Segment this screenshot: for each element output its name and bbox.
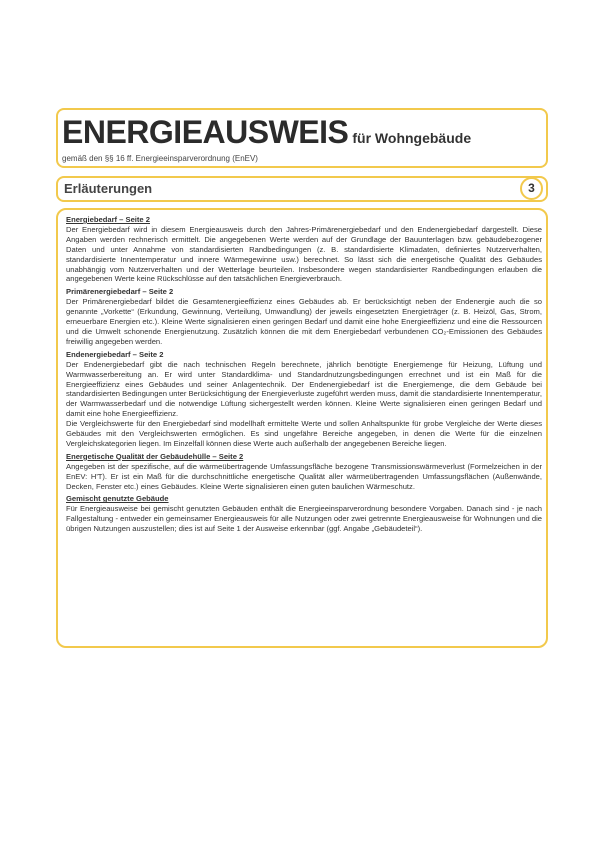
block-gebaeudehuelle bbox=[66, 452, 542, 492]
block-gemischt-genutzt bbox=[66, 494, 542, 534]
title-subtitle: für Wohngebäude bbox=[352, 130, 472, 146]
block-heading: Gemischt genutzte Gebäude bbox=[66, 494, 169, 504]
legal-basis: gemäß den §§ 16 ff. Energieeinsparverordnung (EnEV) bbox=[62, 154, 258, 163]
block-text: Der Endenergiebedarf gibt die nach technischen Regeln berechnete, jährlich benötigte Energiemenge für Heizung, Lüftung und Warmwasserbereitung an. Er wird unter Standardklima- und Standardnutzungsbedingungen errechnet und ist ein Maß für die Energieeffizienz eines Gebäudes und seiner Anlagentechnik. Der Endenergiebedarf ist die Energiemenge, die dem Gebäude bei standardisierten Bedingungen unter Berücksichtigung der Energieverluste zugeführt werden muss, damit die standardisierte Innentemperatur, der Warmwasserbedarf und die notwendige Lüftung sichergestellt werden können. Kleine Werte signalisieren einen geringen Bedarf und damit eine hohe Energieeffizienz. bbox=[66, 359, 542, 419]
block-heading: Energetische Qualität der Gebäudehülle – Seite 2 bbox=[66, 451, 244, 461]
block-text: Der Energiebedarf wird in diesem Energieausweis durch den Jahres-Primärenergiebedarf und den Endenergiebedarf dargestellt. Diese Angaben werden rechnerisch ermittelt. Die angegebenen Werte werden auf der Grundlage der Bauunterlagen bzw. gebäudebezogener Daten und unter Annahme von standardisierten Randbedingungen (z. B. standardisierte Klimadaten, definiertes Nutzerverhalten, standardisierte Innentemperatur und innere Wärmegewinne usw.) berechnet. So lässt sich die energetische Qualität des Gebäudes unabhängig vom Nutzerverhalten und der Wetterlage beurteilen. Insbesondere wegen standardisierter Randbedingungen erlauben die angegebenen Werte keine Rückschlüsse auf den tatsächlichen Energieverbrauch. bbox=[66, 224, 542, 284]
block-heading: Primärenergiebedarf – Seite 2 bbox=[66, 287, 174, 297]
block-heading: Energiebedarf – Seite 2 bbox=[66, 215, 150, 224]
block-text: Für Energieausweise bei gemischt genutzten Gebäuden enthält die Energieeinsparverordnung besondere Vorgaben. Danach sind - je nach Fallgestaltung - entweder ein gemeinsamer Energieausweis für alle Nutzungen oder zwei getrennte Energieausweise für Wohnungen und die übrigen Nutzungen auszustellen; dies ist auf Seite 1 der Ausweise erkennbar (ggf. Angabe „Gebäudeteil“). bbox=[66, 504, 542, 534]
block-text-2: Die Vergleichswerte für den Energiebedarf sind modellhaft ermittelte Werte und sollen Anhaltspunkte für grobe Vergleiche der Werte dieses Gebäudes mit den Vergleichswerten ermöglichen. Es sind ungefähre Bereiche angegeben, in denen die Werte für die einzelnen Vergleichskategorien liegen. Im Einzelfall können diese Werte auch außerhalb der angegebenen Bereiche liegen. bbox=[66, 419, 542, 448]
explanations-content bbox=[66, 215, 542, 537]
block-energiebedarf bbox=[66, 215, 542, 284]
page-number-badge: 3 bbox=[520, 177, 543, 200]
block-primaerenergiebedarf bbox=[66, 287, 542, 346]
document-title bbox=[62, 114, 471, 156]
section-title: Erläuterungen bbox=[64, 181, 153, 196]
block-endenergiebedarf bbox=[66, 350, 542, 449]
block-text: Angegeben ist der spezifische, auf die wärmeübertragende Umfassungsfläche bezogene Transmissionswärmeverlust (Formelzeichen in der EnEV: H'T). Er ist ein Maß für die durchschnittliche energetische Qualität aller wärmeübertragenden Umfassungsflächen (Außenwände, Decken, Fenster etc.) eines Gebäudes. Kleine Werte signalisieren einen guten baulichen Wärmeschutz. bbox=[66, 461, 542, 491]
block-text: Der Primärenergiebedarf bildet die Gesamtenergieeffizienz eines Gebäudes ab. Er berücksichtigt neben der Endenergie auch die so genannte „Vorkette“ (Erkundung, Gewinnung, Verteilung, Umwandlung) der jeweils eingesetzten Energieträger (z. B. Heizöl, Gas, Strom, erneuerbare Energien etc.). Kleine Werte signalisieren einen geringen Bedarf und damit eine hohe Energieeffizienz und eine die Ressourcen und die Umwelt schonende Energienutzung. Zusätzlich können die mit dem Energiebedarf verbundenen CO₂-Emissionen des Gebäudes freiwillig angegeben werden. bbox=[66, 297, 542, 346]
block-heading: Endenergiebedarf – Seite 2 bbox=[66, 349, 164, 359]
title-main: ENERGIEAUSWEIS bbox=[62, 114, 349, 150]
